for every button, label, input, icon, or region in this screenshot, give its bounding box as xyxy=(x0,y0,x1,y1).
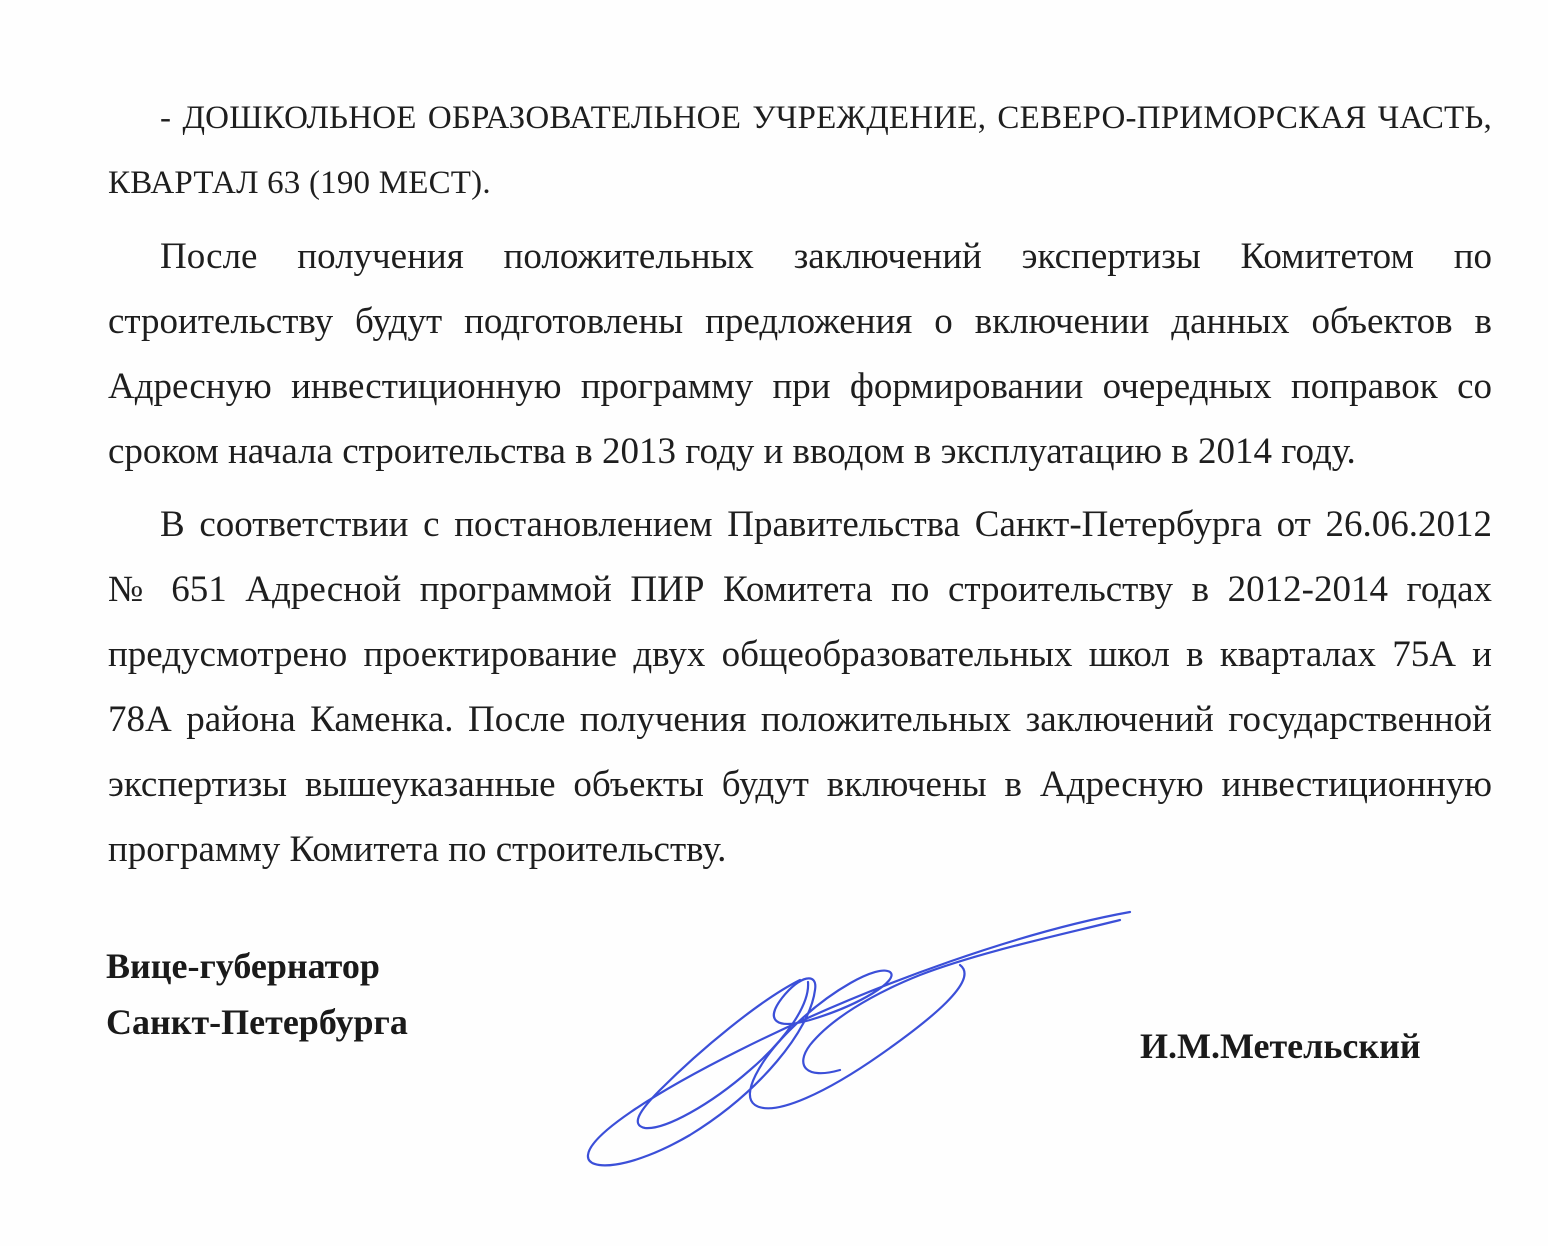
signer-title-line-1: Вице-губернатор xyxy=(106,946,380,986)
paragraph-facility-item: - ДОШКОЛЬНОЕ ОБРАЗОВАТЕЛЬНОЕ УЧРЕЖДЕНИЕ, СЕВЕРО-ПРИМОРСКАЯ ЧАСТЬ, КВАРТАЛ 63 (190 МЕСТ). xyxy=(108,100,1492,201)
signer-title xyxy=(106,938,408,1050)
signer-name: И.М.Метельский xyxy=(1140,1026,1421,1066)
signature-stroke-main xyxy=(588,912,1130,1165)
signer-title-line-2: Санкт-Петербурга xyxy=(106,1002,408,1042)
document-body xyxy=(108,86,1492,882)
paragraph-resolution: В соответствии с постановлением Правительства Санкт-Петербурга от 26.06.2012 № 651 Адресной программой ПИР Комитета по строительству в 2012-2014 годах предусмотрено проектирование двух общеобразовательных школ в кварталах 75А и 78А района Каменка. После получения положительных заключений государственной экспертизы вышеуказанные объекты будут включены в Адресную инвестиционную программу Комитета по строительству. xyxy=(108,504,1492,870)
handwritten-signature-icon xyxy=(560,880,1160,1180)
paragraph-expertise: После получения положительных заключений экспертизы Комитетом по строительству будут подготовлены предложения о включении данных объектов в Адресную инвестиционную программу при формировании очередных поправок со сроком начала строительства в 2013 году и вводом в эксплуатацию в 2014 году. xyxy=(108,236,1492,472)
signature-stroke-loop xyxy=(803,920,1120,1073)
